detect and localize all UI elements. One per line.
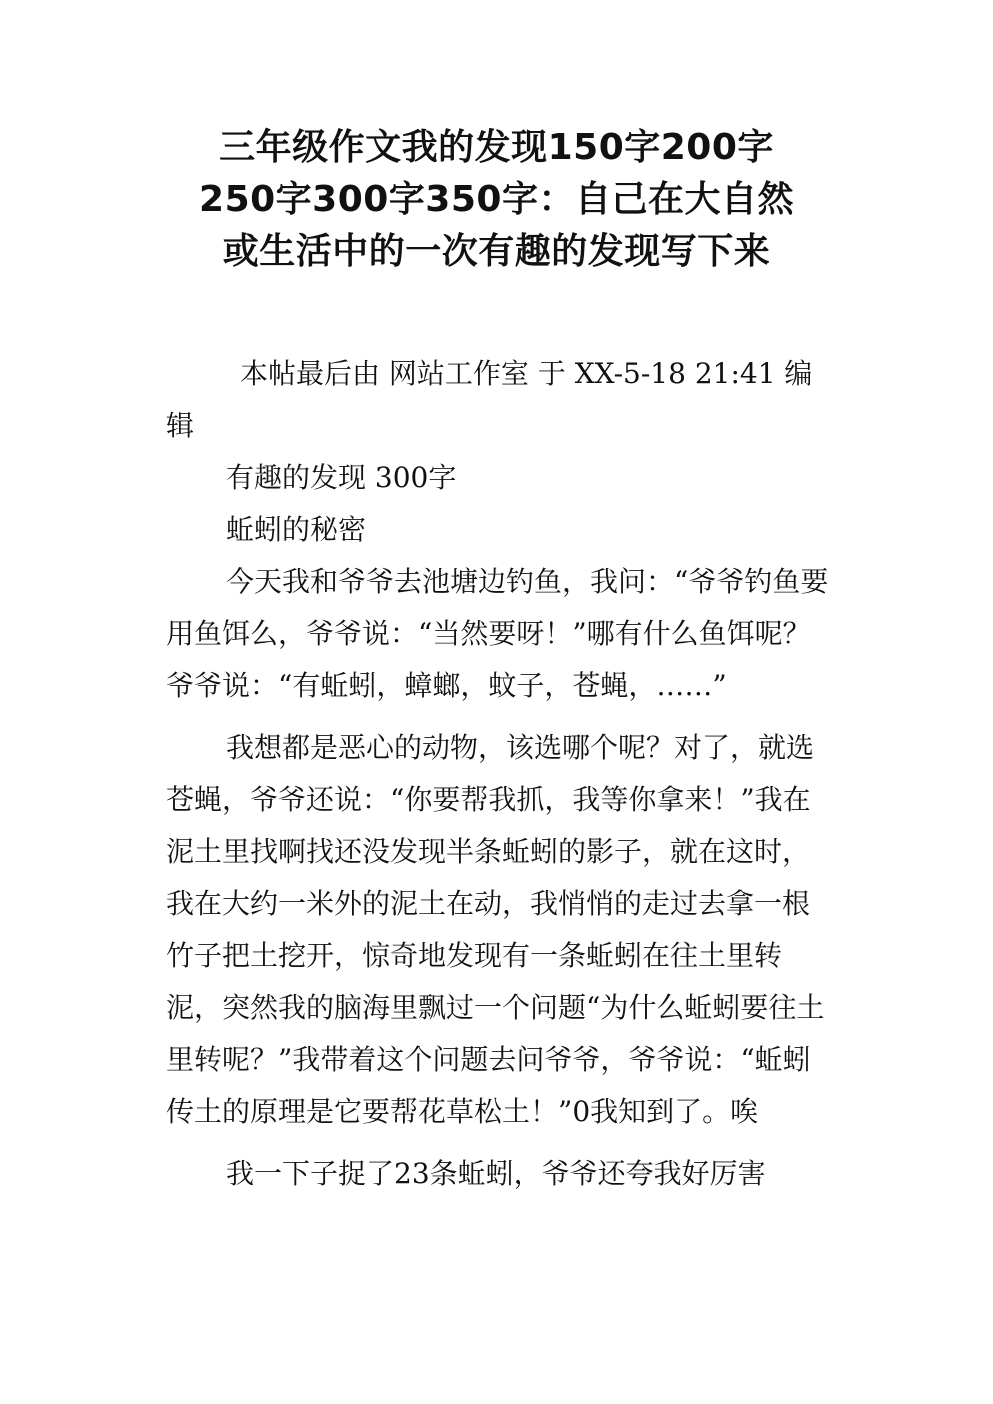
paragraph-1: 今天我和爷爷去池塘边钓鱼，我问：“爷爷钓鱼要用鱼饵么，爷爷说：“当然要呀！”哪有什么鱼饵呢？爷爷说：“有蚯蚓，蟑螂，蚊子，苍蝇，……” [166,565,829,702]
document-body [166,348,836,1200]
title-line-2: 250字300字350字：自己在大自然 [199,179,794,220]
essay-subtitle: 有趣的发现 300字 [226,461,457,494]
title-line-1: 三年级作文我的发现150字200字 [219,127,774,168]
document-title [120,122,873,278]
edit-note: 本帖最后由 网站工作室 于 XX-5-18 21:41 编辑 [166,357,813,442]
title-line-3: 或生活中的一次有趣的发现写下来 [222,231,771,272]
paragraph-2: 我想都是恶心的动物，该选哪个呢？对了，就选苍蝇，爷爷还说：“你要帮我抓，我等你拿来！”我在泥土里找啊找还没发现半条蚯蚓的影子，就在这时，我在大约一米外的泥土在动，我悄悄的走过去拿一根竹子把土挖开，惊奇地发现有一条蚯蚓在往土里转泥，突然我的脑海里飘过一个问题“为什么蚯蚓要往土里转呢？”我带着这个问题去问爷爷，爷爷说：“蚯蚓传土的原理是它要帮花草松土！”0我知到了。唉 [166,731,825,1128]
paragraph-3: 我一下子捉了23条蚯蚓，爷爷还夸我好厉害 [226,1157,766,1190]
essay-title: 蚯蚓的秘密 [226,513,367,546]
